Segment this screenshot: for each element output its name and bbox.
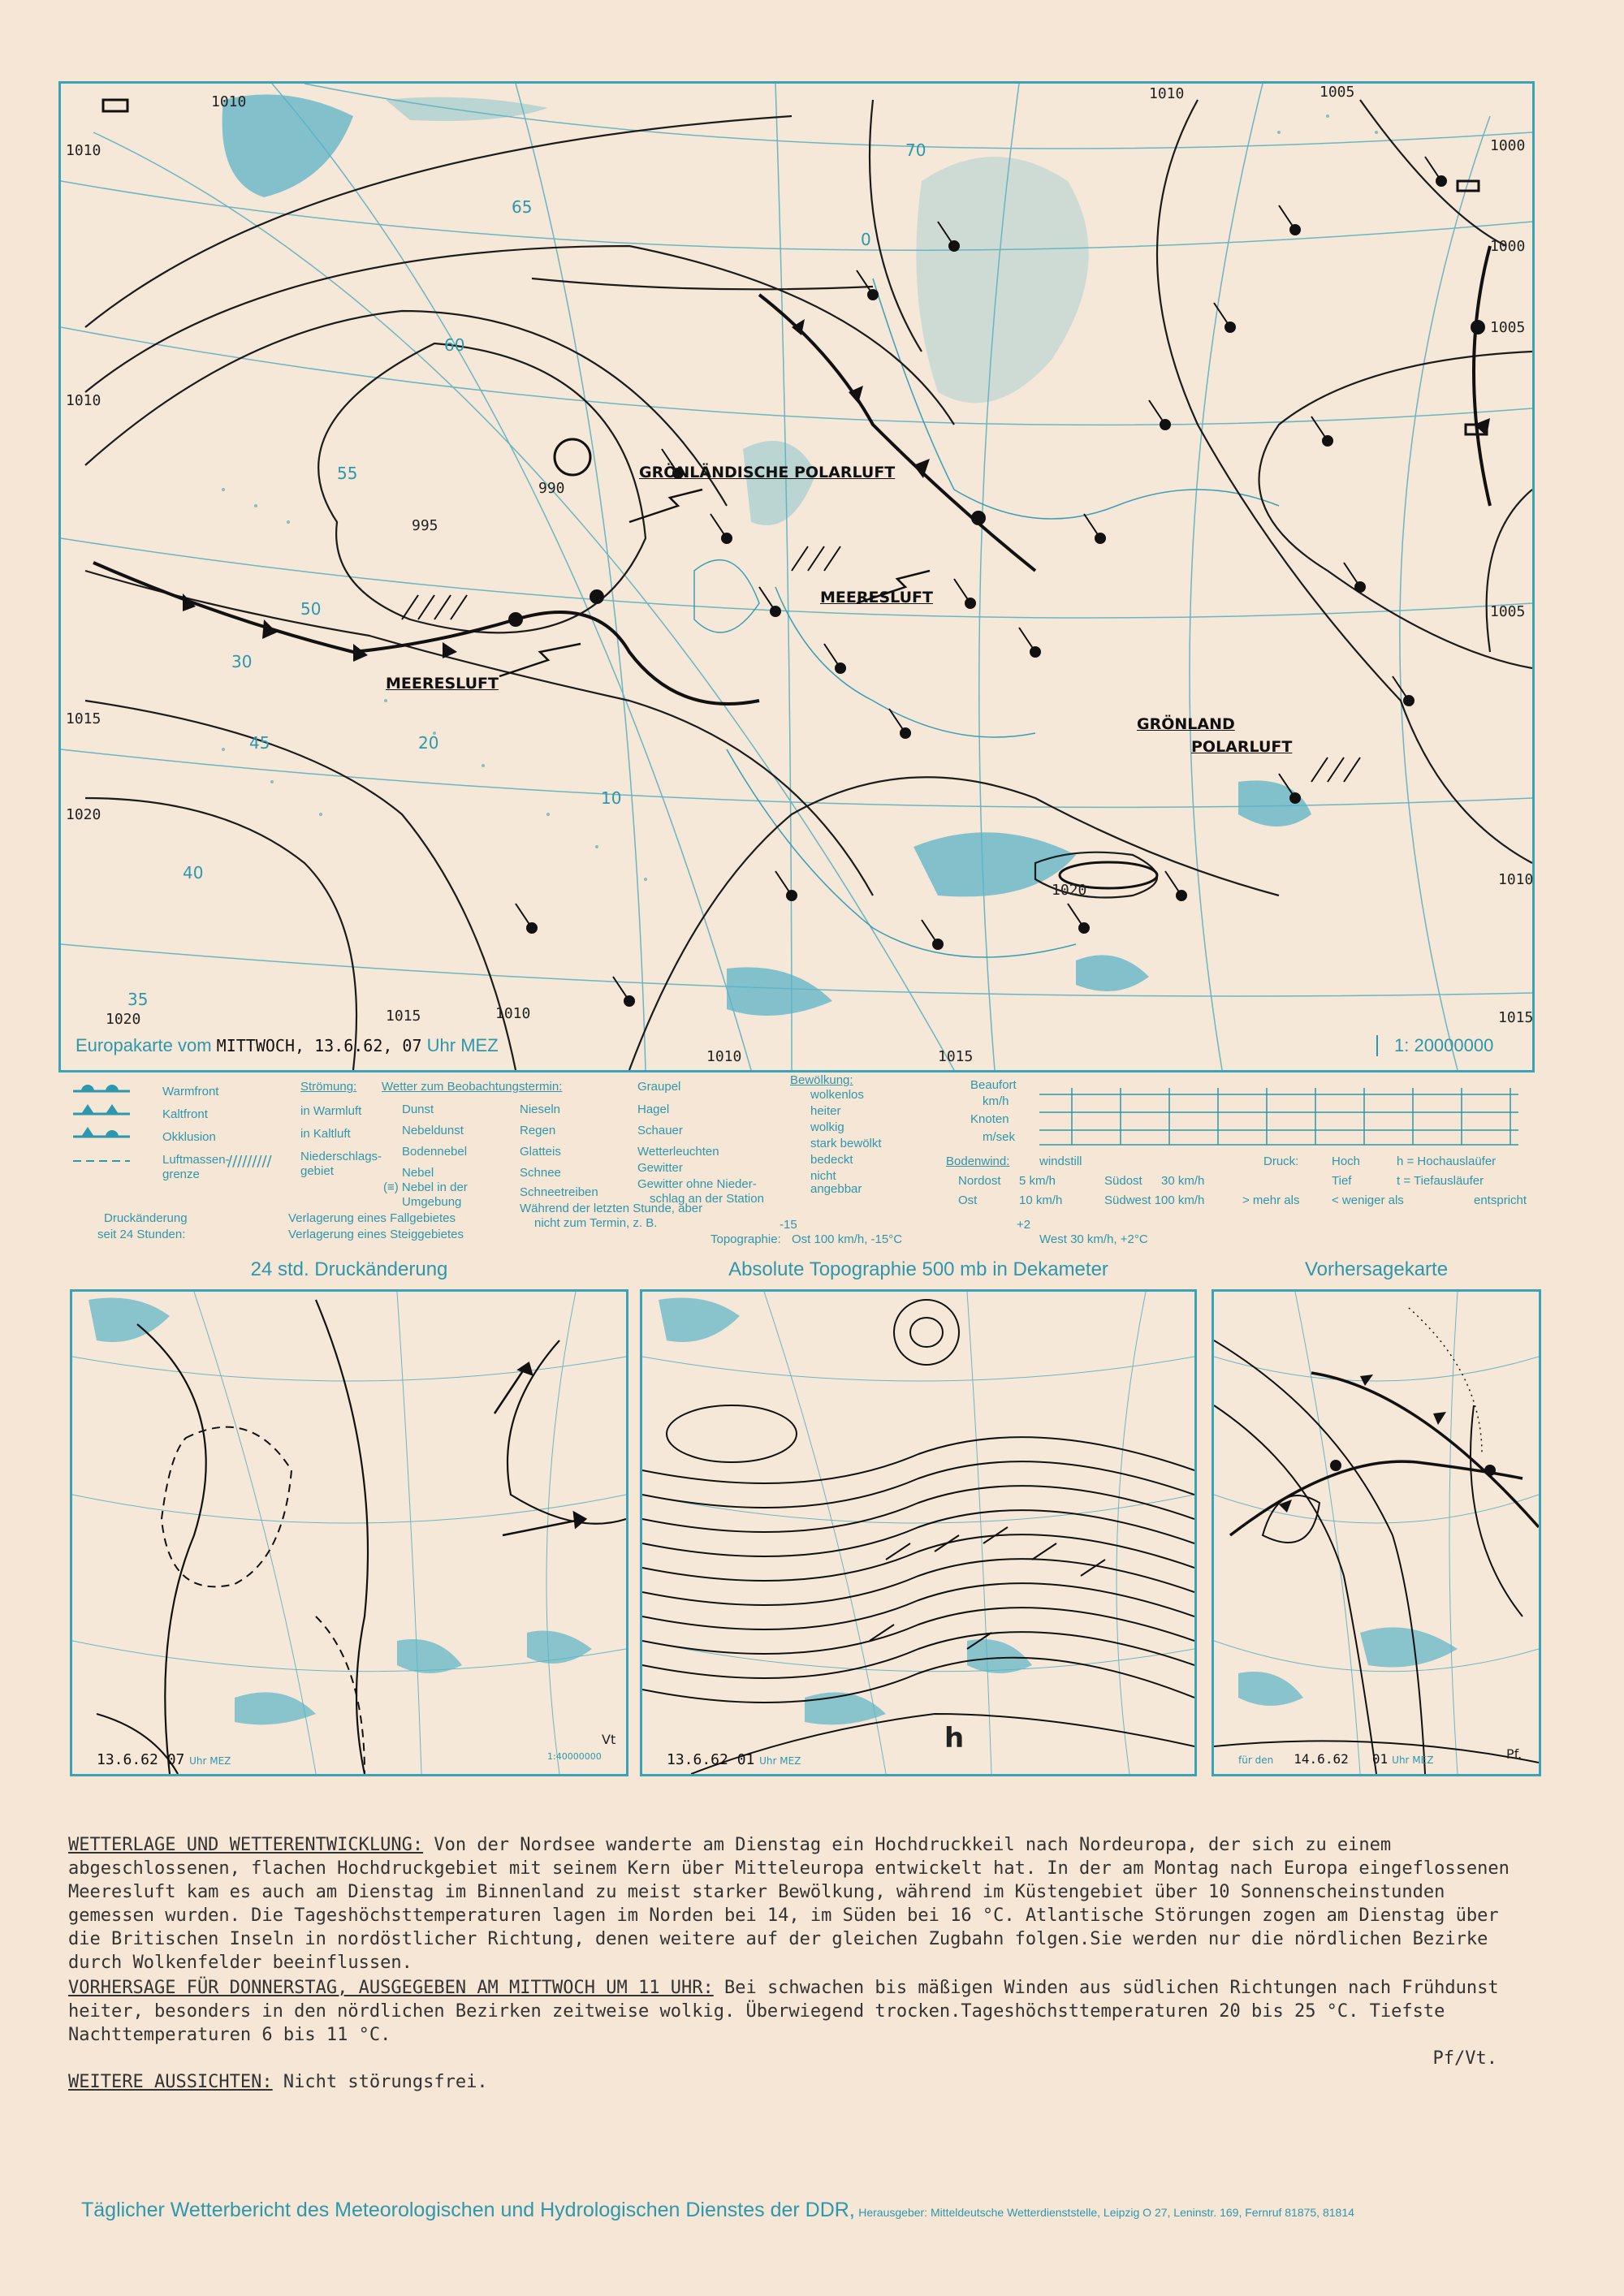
wetter-graupel: Graupel [637,1080,681,1094]
main-map-drawing [61,84,1532,1070]
panel-scale: 1:40000000 [547,1751,602,1762]
bodenwind-10kmh: 10 km/h [1019,1193,1063,1207]
bewoelkung-title: Bewölkung: [790,1073,853,1087]
airmass-label: MEERESLUFT [820,589,933,606]
wetter-bodennebel: Bodennebel [402,1145,468,1159]
wetter-nebel-umgebung: (≡) Nebel in der [383,1180,468,1194]
latitude-label: 30 [231,652,253,671]
panel-drawing [642,1292,1194,1774]
report-heading-aussichten: WEITERE AUSSICHTEN: [68,2072,273,2092]
footer-unit: Uhr MEZ [1392,1754,1434,1766]
report-paragraph-wetterlage [68,1833,1538,1974]
wetter-glatteis: Glatteis [520,1145,561,1159]
bewoelkung-stark: stark bewölkt [810,1137,882,1150]
verlagerung-fall: Verlagerung eines Fallgebietes [288,1211,456,1225]
wetter-schneetreiben: Schneetreiben [520,1185,598,1199]
panel-h-label: h [944,1722,965,1754]
druck-title: Druck: [1263,1154,1299,1168]
niederschlag-label-2: gebiet [300,1164,334,1178]
latitude-label: 65 [512,197,533,217]
wetter-gewitter-ohne: Gewitter ohne Nieder- [637,1177,757,1191]
wetter-dunst: Dunst [402,1103,434,1116]
report-paragraph-aussichten [68,2070,1538,2094]
isobar-label: 1015 [1498,1009,1534,1026]
latitude-label: 70 [905,140,926,160]
isobar-label: 1015 [66,710,102,727]
footer-unit: Uhr MEZ [759,1755,801,1767]
wetter-umgebung: Umgebung [402,1195,462,1209]
legend-kaltfront: Kaltfront [162,1107,208,1121]
panel-title: Absolute Topographie 500 mb in Dekameter [728,1258,1108,1280]
report-heading-vorhersage: VORHERSAGE FÜR DONNERSTAG, AUSGEGEBEN AM MITTWOCH UM 11 UHR: [68,1978,714,1998]
latitude-label: 40 [183,863,204,883]
airmass-label: GRÖNLAND [1137,715,1235,733]
caption-date: MITTWOCH, 13.6.62, 07 [216,1036,422,1055]
airmass-label: GRÖNLÄNDISCHE POLARLUFT [639,464,896,481]
stroemung-title: Strömung: [300,1080,357,1094]
bodenwind-title: Bodenwind: [946,1154,1010,1168]
legend-luftmassengrenze: Luftmassen- [162,1153,230,1167]
panel-drawing [72,1292,626,1774]
verlagerung-steig: Verlagerung eines Steiggebietes [288,1228,464,1241]
weather-report [68,1833,1538,2094]
panel-footer [1238,1751,1433,1767]
panel-druckaenderung [70,1250,628,1776]
bodenwind-suedost: Südost [1104,1174,1142,1188]
isobar-label: 1010 [1498,871,1534,888]
latitude-label: 45 [249,733,270,753]
bewoelkung-wolkenlos: wolkenlos [810,1088,864,1102]
topographie-plus2: +2 [1017,1218,1031,1232]
hatch-icon: ///////// [227,1153,272,1170]
beaufort-knoten: Knoten [970,1112,1009,1126]
wetter-schnee: Schnee [520,1166,561,1180]
latitude-label: 60 [444,335,465,355]
panel-footer-right: Vt [602,1732,616,1747]
topographie-minus15: -15 [780,1218,797,1232]
druck-tief: Tief [1332,1174,1352,1188]
latitude-label: 55 [337,464,358,483]
panel-footer-date [97,1751,231,1768]
bewoelkung-angebbar: angebbar [810,1182,862,1196]
isobar-label: 995 [412,517,438,534]
isobar-label: 1000 [1490,137,1526,154]
latitude-label: 50 [300,599,322,619]
footer-main: Täglicher Wetterbericht des Meteorologischen und Hydrologischen Dienstes der DDR, [81,2199,855,2221]
druckaenderung-title: Druckänderung [104,1211,188,1225]
niederschlag-label: Niederschlags- [300,1150,382,1163]
bewoelkung-wolkig: wolkig [810,1120,844,1134]
airmass-label: MEERESLUFT [386,675,499,693]
latitude-label: 10 [601,788,622,808]
legend [65,1073,1543,1252]
panel-vorhersagekarte [1212,1250,1541,1776]
beaufort-msek: m/sek [983,1130,1016,1144]
panel-topographie-500mb [640,1250,1197,1776]
europe-main-map [58,81,1535,1072]
wetter-schauer: Schauer [637,1124,683,1137]
bodenwind-ost: Ost [958,1193,978,1207]
bodenwind-nordost: Nordost [958,1174,1001,1188]
wetter-wetterleuchten: Wetterleuchten [637,1145,719,1159]
footer-time: 01 [1371,1751,1389,1767]
bewoelkung-nicht: nicht [810,1169,836,1183]
stroemung-warm: in Warmluft [300,1104,362,1118]
airmass-label: POLARLUFT [1191,738,1293,756]
beaufort-scale [1039,1080,1527,1150]
footer-date: 14.6.62 [1294,1751,1349,1767]
beaufort-kmh: km/h [983,1094,1009,1108]
topographie-west: West 30 km/h, +2°C [1039,1232,1148,1246]
caption-suffix: Uhr MEZ [426,1035,499,1055]
druck-tiefauslaeufer: t = Tiefausläufer [1397,1174,1484,1188]
panel-title: 24 std. Druckänderung [250,1258,448,1280]
panel-map [1212,1289,1541,1776]
stroemung-kalt: in Kaltluft [300,1127,351,1141]
bewoelkung-heiter: heiter [810,1104,841,1118]
bodenwind-suedwest: Südwest 100 km/h [1104,1193,1205,1207]
isobar-label: 1010 [706,1048,742,1065]
isobar-label: 1010 [211,93,247,110]
isobar-label: 1015 [938,1048,974,1065]
topographie-title: Topographie: [710,1232,781,1246]
wetter-nebeldunst: Nebeldunst [402,1124,464,1137]
legend-luftmassengrenze-2: grenze [162,1167,200,1181]
druck-mehr-als: > mehr als [1242,1193,1300,1207]
report-text-aussichten: Nicht störungsfrei. [272,2072,488,2092]
latitude-label: 20 [418,733,439,753]
bodenwind-5kmh: 5 km/h [1019,1174,1056,1188]
druck-hoch: Hoch [1332,1154,1361,1168]
isobar-label: 1000 [1490,238,1526,255]
report-text-vorhersage: Bei schwachen bis mäßigen Winden aus südlichen Richtungen nach Frühdunst heiter, besonders in den nördlichen Bezirken zeitweise wolkig. Überwiegend trocken.Tageshöchsttemperaturen 20 bis 25 °C. Tiefste Nachttemperaturen 6 bis 11 °C. [68,1978,1499,2045]
wetter-hagel: Hagel [637,1103,670,1116]
isobar-label: 1005 [1490,603,1526,620]
isobar-label: 1005 [1490,319,1526,336]
footer-small: Herausgeber: Mitteldeutsche Wetterdienststelle, Leipzig O 27, Leninstr. 169, Fernruf 81875, 81814 [858,2206,1354,2219]
legend-okklusion: Okklusion [162,1130,216,1144]
panel-map [640,1289,1197,1776]
bodenwind-30kmh: 30 km/h [1161,1174,1205,1188]
wetter-nieseln: Nieseln [520,1103,561,1116]
isobar-label: 1020 [1052,882,1087,899]
isobar-label: 1020 [66,806,102,823]
report-signature: Pf/Vt. [1432,2048,1497,2069]
footer-date: 13.6.62 01 [667,1751,755,1768]
isobar-label: 1005 [1320,84,1355,101]
latitude-label: 35 [127,990,149,1009]
isobar-label: 1020 [106,1011,141,1028]
druck-weniger-als: < weniger als [1332,1193,1404,1207]
panel-footer-right: Pf. [1506,1746,1522,1762]
caption-prefix: Europakarte vom [76,1035,212,1055]
isobar-label: 1010 [66,392,102,409]
panel-title: Vorhersagekarte [1304,1258,1449,1280]
wetter-nicht-termin: nicht zum Termin, z. B. [534,1216,658,1230]
latitude-label: 0 [861,230,871,249]
druck-hochauslaeufer: h = Hochauslaüfer [1397,1154,1497,1168]
isobar-label: 1010 [66,142,102,159]
bodenwind-windstill: windstill [1039,1154,1082,1168]
footer-date: 13.6.62 07 [97,1751,185,1768]
panel-footer-date [667,1751,801,1768]
panel-map [70,1289,628,1776]
druck-entspricht: entspricht [1474,1193,1527,1207]
wetter-regen: Regen [520,1124,556,1137]
wetter-gewitter: Gewitter [637,1161,683,1175]
report-text-wetterlage: Von der Nordsee wanderte am Dienstag ein Hochdruckkeil nach Nordeuropa, der sich zu einem abgeschlossenen, flachen Hochdruckgebiet mit seinem Kern über Mitteleuropa entwickelt hat. In der am Montag nach Europa eingeflossenen Meeresluft kam es auch am Dienstag im Binnenland zu meist starker Bewölkung, während im Küstengebiet über 10 Sonnenscheinstunden gemessen wurden. Die Tageshöchsttemperaturen lagen im Norden bei 14, im Süden bei 16 °C. Atlantische Störungen zogen am Dienstag über die Britischen Inseln in nordöstlicher Richtung, denen weitere auf der gleichen Zugbahn folgen.Sie werden nur die nördlichen Bezirke durch Wolkenfelder beeinflussen. [68,1835,1510,1973]
map-caption [76,1035,499,1056]
isobar-label: 990 [538,480,565,497]
isobar-label: 1015 [386,1008,421,1025]
panel-drawing [1214,1292,1539,1774]
beaufort-title: Beaufort [970,1078,1017,1092]
report-paragraph-vorhersage [68,1976,1538,2047]
legend-warmfront: Warmfront [162,1085,219,1098]
footer-unit: Uhr MEZ [189,1755,231,1767]
report-heading-wetterlage: WETTERLAGE UND WETTERENTWICKLUNG: [68,1835,424,1855]
isobar-label: 1010 [1149,85,1185,102]
topographie-ost: Ost 100 km/h, -15°C [792,1232,903,1246]
wetter-gewitter-station: schlag an der Station [650,1192,764,1206]
footer-prefix: für den [1238,1754,1274,1766]
wetter-nebel: Nebel [402,1166,434,1180]
wetter-letzte-stunde: Während der letzten Stunde, aber [520,1202,703,1215]
wetter-title: Wetter zum Beobachtungstermin: [382,1080,563,1094]
isobar-label: 1010 [495,1005,531,1022]
map-scale: 1: 20000000 [1376,1035,1493,1056]
druckaenderung-seit: seit 24 Stunden: [97,1228,186,1241]
bewoelkung-bedeckt: bedeckt [810,1153,853,1167]
publisher-footer [81,2199,1543,2222]
